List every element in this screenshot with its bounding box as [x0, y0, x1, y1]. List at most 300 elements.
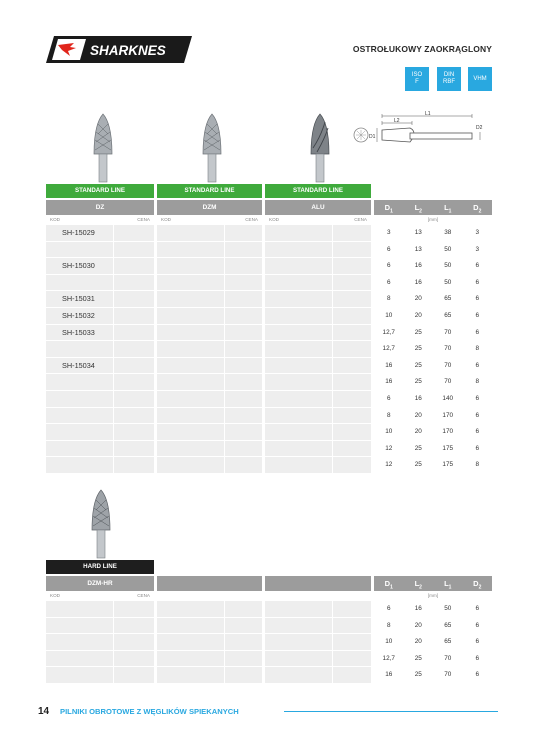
dimension-cell: 12 — [385, 461, 393, 469]
code-cell — [157, 225, 225, 241]
code-cell — [157, 358, 225, 374]
dimensions-table-1 — [374, 200, 492, 474]
table-row — [265, 391, 371, 408]
d1-label: D1 — [369, 134, 376, 140]
dimension-cell: 25 — [414, 654, 422, 662]
dimension-cell: 6 — [475, 411, 480, 419]
dimension-cell: 175 — [442, 444, 454, 452]
price-cell — [225, 358, 262, 374]
dimension-row — [374, 424, 492, 441]
code-cell: SH-15031 — [46, 291, 114, 307]
dimension-row — [374, 618, 492, 635]
price-cell — [333, 667, 371, 683]
dimension-cell: 8 — [475, 461, 480, 469]
price-cell — [114, 601, 154, 617]
dimension-cell: 6 — [386, 245, 391, 253]
dimension-cell: 8 — [386, 411, 391, 419]
table-row — [46, 408, 154, 425]
code-cell — [157, 424, 225, 440]
dimension-cell: 20 — [414, 411, 422, 419]
table-row — [157, 651, 262, 668]
price-cell — [225, 341, 262, 357]
code-cell — [157, 341, 225, 357]
price-cell — [333, 358, 371, 374]
dimension-cell: 16 — [414, 394, 422, 402]
price-cell — [333, 651, 371, 667]
price-cell — [114, 408, 154, 424]
code-cell — [46, 667, 114, 683]
dimension-cell: 8 — [475, 345, 480, 353]
price-cell — [114, 325, 154, 341]
dimension-row — [374, 374, 492, 391]
price-cell — [333, 258, 371, 274]
table-row — [157, 374, 262, 391]
dimension-row — [374, 601, 492, 618]
dimension-row — [374, 341, 492, 358]
table-row — [157, 601, 262, 618]
price-cell — [225, 651, 262, 667]
code-cell — [157, 325, 225, 341]
price-cell — [225, 374, 262, 390]
dimension-row — [374, 651, 492, 668]
burr-image-alu — [307, 112, 333, 184]
table-row — [157, 258, 262, 275]
code-cell — [157, 601, 225, 617]
price-cell — [333, 601, 371, 617]
price-cell — [114, 225, 154, 241]
table-row — [157, 275, 262, 292]
price-cell — [114, 424, 154, 440]
dimension-cell: 25 — [414, 328, 422, 336]
unit-label: [mm] — [427, 217, 439, 222]
price-cell — [333, 341, 371, 357]
burr-image-dz — [90, 112, 116, 184]
dimension-cell: 170 — [442, 411, 454, 419]
dimension-cell: 6 — [475, 361, 480, 369]
price-cell — [114, 651, 154, 667]
code-cell — [265, 667, 333, 683]
price-cell — [225, 325, 262, 341]
dimension-row — [374, 408, 492, 425]
dimension-cell: 16 — [414, 605, 422, 612]
price-cell — [225, 634, 262, 650]
price-cell — [225, 275, 262, 291]
code-cell — [157, 667, 225, 683]
code-cell — [265, 225, 333, 241]
price-cell — [333, 374, 371, 390]
footer-title: PILNIKI OBROTOWE Z WĘGLIKÓW SPIEKANYCH — [60, 707, 239, 716]
dimension-cell: 16 — [414, 278, 422, 286]
dimension-cell: 6 — [386, 605, 391, 612]
code-cell — [46, 424, 114, 440]
dimension-cell: 70 — [444, 345, 452, 353]
dimension-cell: 8 — [475, 378, 480, 386]
table-row — [265, 341, 371, 358]
price-cell — [333, 325, 371, 341]
table-row — [157, 341, 262, 358]
price-cell — [114, 275, 154, 291]
price-cell — [225, 424, 262, 440]
dimension-cell: 6 — [386, 278, 391, 286]
hard-line-label: HARD LINE — [46, 560, 154, 574]
footer-divider — [284, 711, 498, 712]
code-cell — [157, 618, 225, 634]
dimension-cell: 20 — [414, 428, 422, 436]
price-cell — [114, 258, 154, 274]
dimension-cell: 3 — [475, 245, 480, 253]
table-row — [157, 634, 262, 651]
code-cell — [265, 601, 333, 617]
table-row — [46, 391, 154, 408]
dimension-row — [374, 275, 492, 292]
code-cell: SH-15029 — [46, 225, 114, 241]
dimension-cell: 70 — [444, 361, 452, 369]
dimension-row — [374, 225, 492, 242]
price-cell — [114, 457, 154, 473]
price-cell — [333, 618, 371, 634]
l1-label: L1 — [425, 111, 431, 117]
table-row — [46, 275, 154, 292]
dimension-cell: 25 — [414, 378, 422, 386]
dimension-cell: 25 — [414, 345, 422, 353]
price-cell — [114, 341, 154, 357]
price-cell — [333, 242, 371, 258]
code-cell — [46, 651, 114, 667]
dimension-cell: 8 — [386, 295, 391, 303]
dimension-row — [374, 258, 492, 275]
dimension-cell: 6 — [475, 328, 480, 336]
dimension-cell: 6 — [475, 605, 480, 612]
code-cell — [265, 275, 333, 291]
table-row — [265, 457, 371, 474]
dimension-cell: 65 — [444, 638, 452, 646]
table-row — [157, 325, 262, 342]
code-cell — [265, 308, 333, 324]
dimension-cell: 70 — [444, 671, 452, 679]
code-cell — [46, 457, 114, 473]
code-cell: SH-15033 — [46, 325, 114, 341]
dimensions-table-2 — [374, 576, 492, 684]
dimension-cell: 65 — [444, 621, 452, 629]
price-cell — [114, 308, 154, 324]
price-cell — [225, 457, 262, 473]
price-cell — [114, 391, 154, 407]
column-alu: STANDARD LINE ALU KOD CENA — [265, 184, 371, 474]
code-cell — [157, 242, 225, 258]
column-header-dzm: DZM — [157, 200, 262, 215]
table-row — [265, 275, 371, 292]
table-row — [265, 308, 371, 325]
price-cell — [225, 408, 262, 424]
code-cell — [46, 341, 114, 357]
code-cell — [46, 408, 114, 424]
code-cell — [157, 651, 225, 667]
dimension-cell: 65 — [444, 311, 452, 319]
dimension-cell: 70 — [444, 378, 452, 386]
table-row — [46, 258, 154, 275]
price-cell — [114, 667, 154, 683]
price-cell — [225, 601, 262, 617]
price-cell — [333, 291, 371, 307]
dimension-row — [374, 325, 492, 342]
dimension-cell: 50 — [444, 278, 452, 286]
table-row — [265, 358, 371, 375]
code-cell — [46, 618, 114, 634]
price-cell — [114, 441, 154, 457]
table-row — [265, 634, 371, 651]
table-row — [46, 374, 154, 391]
code-cell — [157, 258, 225, 274]
code-cell — [265, 374, 333, 390]
table-row — [265, 325, 371, 342]
dimension-cell: 6 — [475, 638, 480, 646]
dimension-row — [374, 391, 492, 408]
dimension-cell: 65 — [444, 295, 452, 303]
code-cell — [46, 391, 114, 407]
code-cell — [265, 651, 333, 667]
table-row — [46, 341, 154, 358]
table-row — [157, 391, 262, 408]
table-row — [46, 667, 154, 684]
column-empty-3 — [265, 576, 371, 684]
dimension-cell: 13 — [414, 229, 422, 236]
table-row — [157, 358, 262, 375]
code-cell — [265, 618, 333, 634]
brand-name: SHARKNES — [90, 43, 166, 58]
column-dzm: STANDARD LINE DZM KOD CENA — [157, 184, 262, 474]
code-cell — [46, 275, 114, 291]
table-row — [157, 667, 262, 684]
dimension-cell: 16 — [385, 671, 393, 679]
code-cell — [157, 457, 225, 473]
code-cell — [265, 408, 333, 424]
dimension-cell: 25 — [414, 361, 422, 369]
page-number: 14 — [38, 706, 50, 717]
sharknes-logo — [46, 36, 192, 63]
table-row — [46, 424, 154, 441]
price-cell — [114, 242, 154, 258]
table-row — [157, 441, 262, 458]
dimension-cell: 25 — [414, 444, 422, 452]
code-cell — [265, 391, 333, 407]
dimension-row — [374, 634, 492, 651]
code-cell — [46, 242, 114, 258]
dimension-cell: 50 — [444, 605, 452, 612]
table-row — [157, 618, 262, 635]
table-row — [46, 618, 154, 635]
table-row — [46, 225, 154, 242]
table-row — [265, 618, 371, 635]
dimension-cell: 20 — [414, 638, 422, 646]
code-cell — [157, 441, 225, 457]
code-cell — [265, 358, 333, 374]
dimension-cell: 20 — [414, 295, 422, 303]
burr-image-dzm — [199, 112, 225, 184]
dimension-cell: 12,7 — [382, 345, 395, 353]
code-cell: SH-15034 — [46, 358, 114, 374]
dimension-cell: 170 — [442, 428, 454, 436]
price-cell — [225, 291, 262, 307]
code-cell: SH-15030 — [46, 258, 114, 274]
column-empty-2 — [157, 576, 262, 684]
dimension-cell: 25 — [414, 461, 422, 469]
dimension-cell: 12,7 — [382, 328, 395, 336]
code-cell — [157, 275, 225, 291]
code-cell — [265, 325, 333, 341]
dimension-cell: 6 — [475, 654, 480, 662]
dimension-cell: 6 — [475, 311, 480, 319]
table-row — [265, 441, 371, 458]
code-cell — [157, 291, 225, 307]
dimension-row — [374, 457, 492, 474]
column-dz: STANDARD LINE DZ KOD CENA SH-15029 SH-15030 SH-15031 SH-15032 SH-15033 SH-15034 — [46, 184, 154, 474]
code-cell — [46, 441, 114, 457]
dimension-cell: 6 — [386, 394, 391, 402]
price-cell — [333, 308, 371, 324]
column-header-dz: DZ — [46, 200, 154, 215]
table-row — [265, 374, 371, 391]
price-cell — [114, 291, 154, 307]
standard-line-label: STANDARD LINE — [46, 184, 154, 198]
table-row — [46, 242, 154, 259]
din-badge: DIN RBF — [437, 67, 461, 91]
dimension-cell: 70 — [444, 654, 452, 662]
l2-label: L2 — [394, 118, 400, 124]
dimension-cell: 6 — [475, 671, 480, 679]
price-cell — [333, 391, 371, 407]
standard-line-label: STANDARD LINE — [157, 184, 262, 198]
dimension-row — [374, 291, 492, 308]
vhm-badge: VHM — [468, 67, 492, 91]
table-row — [46, 634, 154, 651]
table-row — [46, 358, 154, 375]
price-cell — [114, 358, 154, 374]
table-row — [46, 651, 154, 668]
table-row — [157, 225, 262, 242]
table-row — [157, 457, 262, 474]
dimension-cell: 20 — [414, 311, 422, 319]
dimension-row — [374, 358, 492, 375]
code-cell — [157, 391, 225, 407]
table-row — [265, 667, 371, 684]
price-cell — [225, 391, 262, 407]
dimension-cell: 6 — [475, 295, 480, 303]
table-row — [265, 601, 371, 618]
price-cell — [333, 275, 371, 291]
dimension-cell: 10 — [385, 311, 393, 319]
dimension-row — [374, 308, 492, 325]
dimension-cell: 13 — [414, 245, 422, 253]
dimension-cell: 16 — [414, 262, 422, 270]
price-cell — [333, 441, 371, 457]
code-cell: SH-15032 — [46, 308, 114, 324]
dimension-cell: 6 — [475, 428, 480, 436]
dimension-cell: 8 — [386, 621, 391, 629]
table-row — [157, 242, 262, 259]
price-cell — [333, 634, 371, 650]
dimension-cell: 70 — [444, 328, 452, 336]
dimension-cell: 6 — [386, 262, 391, 270]
code-cell — [265, 457, 333, 473]
dimension-row — [374, 242, 492, 259]
price-cell — [114, 618, 154, 634]
dimensions-header: $D_1$ $L_2$ $L_1$ $D_2$ — [374, 200, 492, 215]
code-cell — [265, 258, 333, 274]
price-cell — [333, 457, 371, 473]
dimension-cell: 38 — [444, 229, 452, 236]
standard-line-label: STANDARD LINE — [265, 184, 371, 198]
table-row — [265, 225, 371, 242]
price-cell — [333, 424, 371, 440]
dimension-cell: 3 — [475, 229, 480, 236]
code-cell — [265, 341, 333, 357]
table-row — [46, 325, 154, 342]
burr-image-dzm-hr — [88, 488, 114, 560]
price-cell — [225, 308, 262, 324]
unit-label: [mm] — [427, 593, 439, 598]
dimension-cell: 16 — [385, 378, 393, 386]
dimension-cell: 10 — [385, 638, 393, 646]
table-row — [157, 408, 262, 425]
code-cell — [265, 291, 333, 307]
price-cell — [225, 225, 262, 241]
dimension-row — [374, 667, 492, 684]
code-cell — [157, 374, 225, 390]
d2-label: D2 — [476, 125, 483, 131]
dimension-cell: 50 — [444, 262, 452, 270]
dimension-cell: 6 — [475, 394, 480, 402]
price-cell — [225, 618, 262, 634]
code-cell — [157, 308, 225, 324]
column-header-dzm-hr: DZM-HR — [46, 576, 154, 591]
column-dzm-hr: HARD LINE DZM-HR KOD CENA — [46, 560, 154, 684]
table-row — [46, 291, 154, 308]
dimension-cell: 6 — [475, 621, 480, 629]
code-cell — [265, 424, 333, 440]
dimensions-header: $D_1$ $L_2$ $L_1$ $D_2$ — [374, 576, 492, 591]
dimension-cell: 3 — [386, 229, 391, 236]
price-cell — [225, 242, 262, 258]
code-cell — [46, 601, 114, 617]
dimension-cell: 12,7 — [382, 654, 395, 662]
price-cell — [114, 374, 154, 390]
page-title: OSTROŁUKOWY ZAOKRĄGLONY — [352, 44, 492, 54]
dimension-cell: 25 — [414, 671, 422, 679]
code-cell — [46, 374, 114, 390]
price-cell — [114, 634, 154, 650]
dimension-cell: 16 — [385, 361, 393, 369]
dimension-cell: 140 — [442, 394, 454, 402]
dimension-cell: 10 — [385, 428, 393, 436]
dimension-row — [374, 441, 492, 458]
code-cell — [157, 634, 225, 650]
dimension-diagram — [352, 110, 497, 160]
table-row — [46, 601, 154, 618]
dimension-cell: 20 — [414, 621, 422, 629]
table-row — [265, 242, 371, 259]
table-row — [157, 291, 262, 308]
table-row — [157, 308, 262, 325]
price-cell — [225, 667, 262, 683]
dimension-cell: 12 — [385, 444, 393, 452]
table-row — [265, 258, 371, 275]
dimension-cell: 175 — [442, 461, 454, 469]
code-cell — [265, 242, 333, 258]
table-row — [265, 424, 371, 441]
price-cell — [225, 258, 262, 274]
code-cell — [46, 634, 114, 650]
dimension-cell: 6 — [475, 444, 480, 452]
